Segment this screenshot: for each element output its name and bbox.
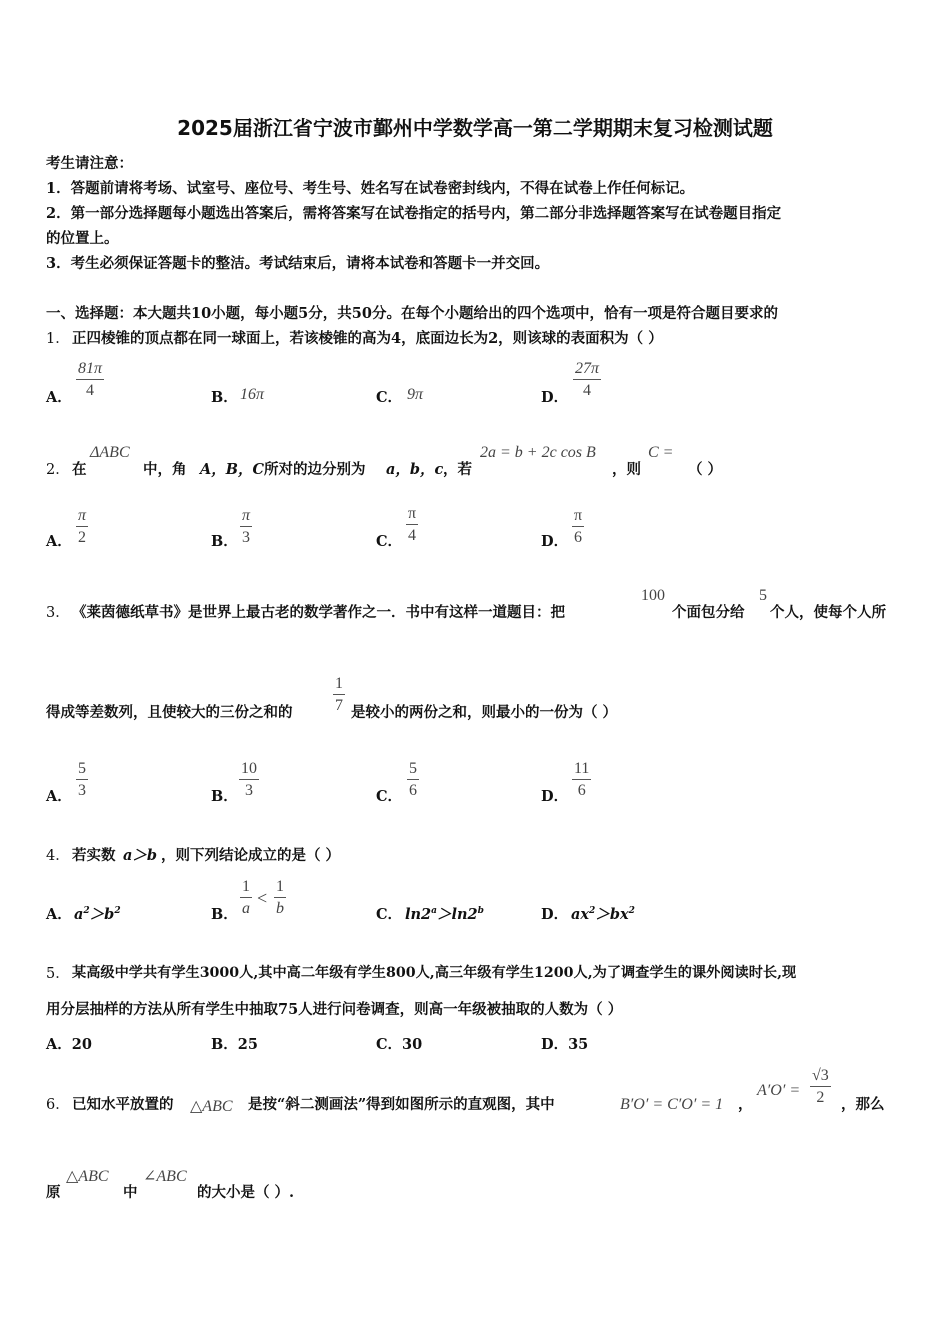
question-text: 某高级中学共有学生3000人,其中高二年级有学生800人,高三年级有学生1200人,为了调查学生的课外阅读时长,现 bbox=[72, 965, 797, 981]
math-expression: ∠ABC bbox=[143, 1168, 187, 1185]
question-text: ， bbox=[738, 1096, 753, 1113]
math-expression: 5 bbox=[759, 587, 767, 604]
page-title: 2025届浙江省宁波市鄞州中学数学高一第二学期期末复习检测试题 bbox=[177, 116, 773, 140]
question-text: 个面包分给 bbox=[672, 604, 745, 621]
option-c-value: 9π bbox=[407, 386, 424, 403]
less-than-sign: < bbox=[257, 888, 268, 908]
question-text: 已知水平放置的 bbox=[72, 1096, 174, 1113]
option-label: A． bbox=[46, 389, 72, 406]
option-d-fraction: π 6 bbox=[574, 507, 583, 546]
option-label: D． bbox=[541, 533, 569, 550]
question-text: a＞b bbox=[123, 847, 158, 864]
option-label: C． bbox=[376, 389, 403, 406]
question-number: 5． bbox=[46, 966, 70, 982]
question-text: 在 bbox=[72, 461, 87, 478]
option-item: A．20 bbox=[46, 1036, 92, 1053]
option-label: B． bbox=[211, 788, 238, 805]
math-fraction: 1 7 bbox=[335, 675, 343, 714]
option-label: A． bbox=[46, 906, 72, 923]
question-text: 的大小是（ ）. bbox=[197, 1184, 295, 1201]
question-text: 是较小的两份之和，则最小的一份为（ ） bbox=[351, 704, 618, 721]
question-text: 《莱茵德纸草书》是世界上最古老的数学著作之一．书中有这样一道题目：把 bbox=[72, 604, 565, 621]
notice-item: 1．答题前请将考场、试室号、座位号、考生号、姓名写在试卷密封线内，不得在试卷上作任何标记。 bbox=[46, 180, 695, 197]
option-d-fraction: 27π 4 bbox=[575, 360, 600, 399]
question-text: ，若 bbox=[443, 461, 472, 478]
option-a-expression: $a^2>b^2$ bbox=[74, 906, 121, 923]
option-c-fraction: 5 6 bbox=[409, 760, 417, 799]
question-number: 4． bbox=[46, 848, 70, 864]
notice-item: 的位置上。 bbox=[46, 230, 119, 247]
option-label: D． bbox=[541, 906, 569, 923]
section-heading: 一、选择题：本大题共10小题，每小题5分，共50分。在每个小题给出的四个选项中，恰有一项是符合题目要求的 bbox=[46, 305, 778, 322]
question-number: 2． bbox=[46, 462, 70, 478]
question-text: ，则下列结论成立的是（ ） bbox=[161, 847, 341, 864]
option-b-fraction: 10 3 bbox=[241, 760, 257, 799]
option-a-fraction: 81π 4 bbox=[78, 360, 103, 399]
question-text: a，b，c bbox=[386, 461, 444, 478]
question-text: ，那么 bbox=[841, 1096, 885, 1113]
option-label: C． bbox=[376, 788, 403, 805]
option-c-fraction: π 4 bbox=[408, 505, 417, 544]
option-b-fraction-left: 1 a bbox=[242, 878, 250, 917]
option-c-expression: $\ln 2^a>\ln 2^b$ bbox=[405, 906, 484, 923]
math-expression: 100 bbox=[641, 587, 665, 604]
question-text: （ ） bbox=[688, 461, 723, 478]
question-text: 中，角 bbox=[143, 461, 187, 478]
option-item: D．35 bbox=[541, 1036, 589, 1053]
math-expression: ΔABC bbox=[90, 444, 130, 461]
math-expression: 2a = b + 2c cos B bbox=[480, 444, 596, 461]
option-label: D． bbox=[541, 788, 569, 805]
math-expression: △ABC bbox=[66, 1168, 109, 1185]
question-text: 得成等差数列，且使较大的三份之和的 bbox=[46, 704, 293, 721]
question-text: 是按“斜二测画法”得到如图所示的直观图，其中 bbox=[248, 1096, 555, 1113]
math-fraction: √3 2 bbox=[812, 1067, 829, 1106]
question-number: 1． bbox=[46, 331, 70, 347]
option-item: C．30 bbox=[376, 1036, 423, 1053]
question-text: ，则 bbox=[612, 461, 641, 478]
math-expression: △ABC bbox=[190, 1098, 233, 1115]
option-label: B． bbox=[211, 533, 238, 550]
option-d-expression: $ax^2>bx^2$ bbox=[571, 906, 635, 923]
option-label: B． bbox=[211, 906, 238, 923]
notice-item: 3．考生必须保证答题卡的整洁。考试结束后，请将本试卷和答题卡一并交回。 bbox=[46, 255, 550, 272]
question-number: 6． bbox=[46, 1097, 70, 1113]
math-expression: A′O′ = bbox=[757, 1082, 801, 1099]
question-text: 所对的边分别为 bbox=[264, 461, 366, 478]
option-a-fraction: π 2 bbox=[78, 507, 87, 546]
option-a-fraction: 5 3 bbox=[78, 760, 86, 799]
option-b-fraction-right: 1 b bbox=[276, 878, 284, 917]
option-label: A． bbox=[46, 788, 72, 805]
option-label: C． bbox=[376, 533, 403, 550]
option-b-fraction: π 3 bbox=[242, 507, 251, 546]
question-text: 正四棱锥的顶点都在同一球面上，若该棱锥的高为4，底面边长为2，则该球的表面积为（ ） bbox=[72, 330, 663, 347]
question-text: A，B，C bbox=[200, 461, 265, 478]
question-number: 3． bbox=[46, 605, 70, 621]
question-text: 原 bbox=[46, 1184, 61, 1201]
question-text: 中 bbox=[123, 1184, 138, 1201]
math-expression: C = bbox=[648, 444, 674, 461]
question-text: 若实数 bbox=[72, 847, 116, 864]
notice-item: 2．第一部分选择题每小题选出答案后，需将答案写在试卷指定的括号内，第二部分非选择题答案写在试卷题目指定 bbox=[46, 205, 782, 222]
option-d-fraction: 11 6 bbox=[574, 760, 590, 799]
question-text: 用分层抽样的方法从所有学生中抽取75人进行问卷调查，则高一年级被抽取的人数为（ ） bbox=[46, 1001, 623, 1018]
option-item: B．25 bbox=[211, 1036, 258, 1053]
option-label: C． bbox=[376, 906, 403, 923]
option-label: A． bbox=[46, 533, 72, 550]
option-label: B． bbox=[211, 389, 238, 406]
question-text: 个人，使每个人所 bbox=[770, 604, 886, 621]
math-expression: B′O′ = C′O′ = 1 bbox=[620, 1096, 724, 1113]
option-label: D． bbox=[541, 389, 569, 406]
notice-header: 考生请注意： bbox=[46, 155, 133, 172]
option-b-value: 16π bbox=[240, 386, 265, 403]
